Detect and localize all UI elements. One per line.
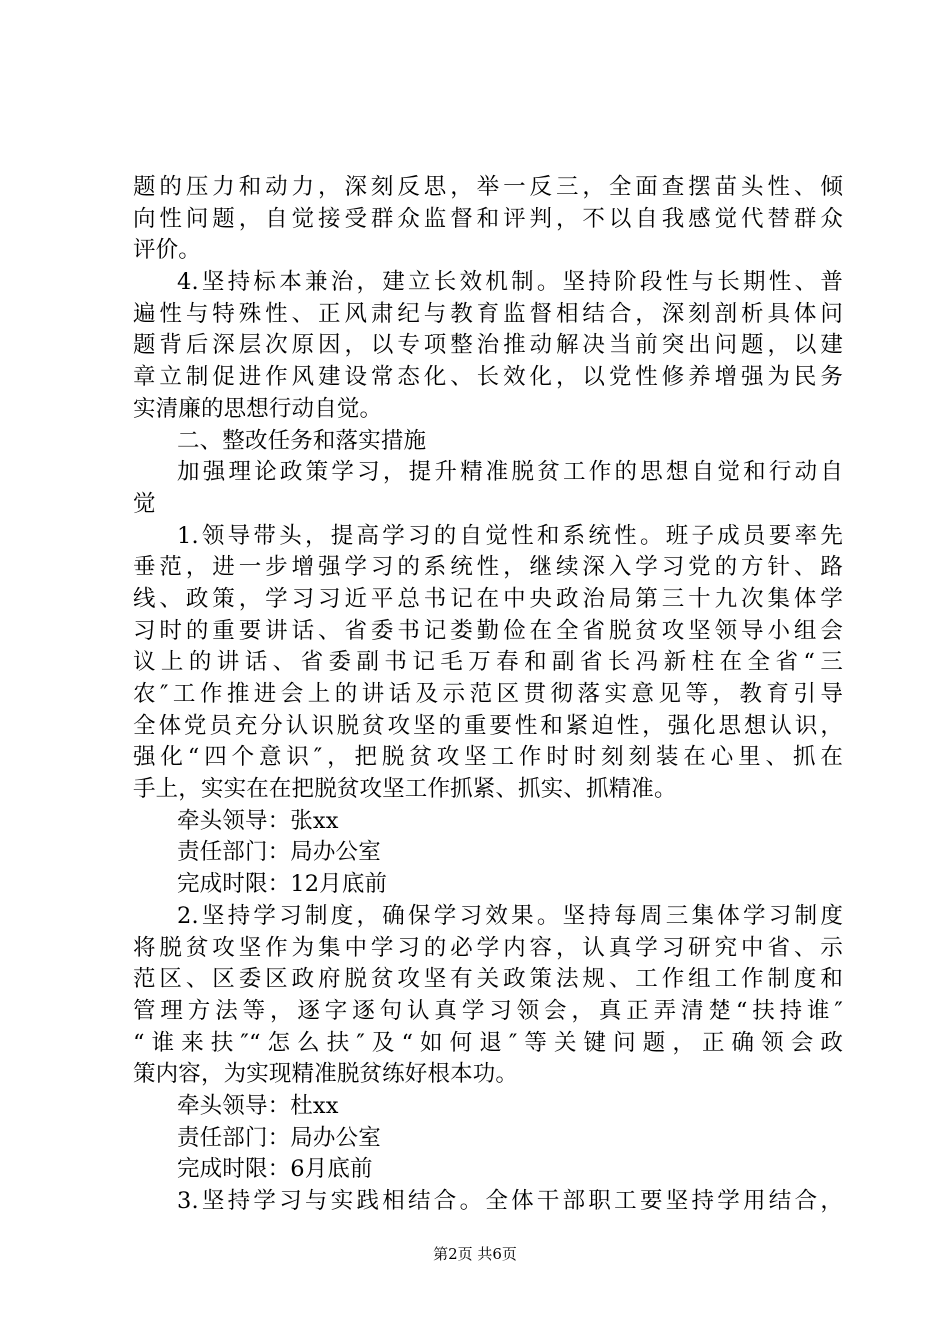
text-line: 觉 <box>133 490 156 517</box>
lead-leader: 牵头领导：杜xx <box>177 1092 339 1119</box>
text-line: 农″工作推进会上的讲话及示范区贯彻落实意见等，教育引导 <box>133 681 843 707</box>
text-line: 线、政策，学习习近平总书记在中央政治局第三十九次集体学 <box>133 585 843 612</box>
text-line: 范区、区委区政府脱贫攻坚有关政策法规、工作组工作制度和 <box>133 966 843 993</box>
deadline: 完成时限：12月底前 <box>177 871 388 898</box>
text-line: 垂范，进一步增强学习的系统性，继续深入学习党的方针、路 <box>133 554 843 581</box>
responsible-department: 责任部门：局办公室 <box>177 1124 381 1151</box>
text-line: 题的压力和动力，深刻反思，举一反三，全面查摆苗头性、倾 <box>133 174 843 200</box>
text-line: 全体党员充分认识脱贫攻坚的重要性和紧迫性，强化思想认识， <box>133 712 843 739</box>
text-line: 评价。 <box>133 237 201 264</box>
text-line: 强化“四个意识″，把脱贫攻坚工作时时刻刻装在心里、抓在 <box>133 744 843 771</box>
paragraph-heading-2: 2.坚持学习制度，确保学习效果。坚持每周三集体学习制度 <box>177 902 843 929</box>
text-line: 策内容，为实现精准脱贫练好根本功。 <box>133 1061 519 1088</box>
deadline: 完成时限：6月底前 <box>177 1156 373 1183</box>
section-heading: 二、整改任务和落实措施 <box>177 427 427 454</box>
text-line: 章立制促进作风建设常态化、长效化，以党性修养增强为民务 <box>133 364 843 391</box>
responsible-department: 责任部门：局办公室 <box>177 839 381 866</box>
lead-leader: 牵头领导：张xx <box>177 807 339 834</box>
text-line: 题背后深层次原因，以专项整治推动解决当前突出问题，以建 <box>133 332 843 359</box>
paragraph-heading-1: 1.领导带头，提高学习的自觉性和系统性。班子成员要率先 <box>177 522 843 549</box>
text-line: 议上的讲话、省委副书记毛万春和副省长冯新柱在全省“三 <box>133 649 843 676</box>
text-line: 将脱贫攻坚作为集中学习的必学内容，认真学习研究中省、示 <box>133 934 843 961</box>
text-line: 实清廉的思想行动自觉。 <box>133 395 383 422</box>
text-line: 管理方法等，逐字逐句认真学习领会，真正弄清楚“扶持谁″ <box>133 997 843 1024</box>
text-line: 习时的重要讲话、省委书记娄勤俭在全省脱贫攻坚领导小组会 <box>133 617 843 644</box>
page-number-footer: 第2页 共6页 <box>433 1245 517 1263</box>
text-line: 手上，实实在在把脱贫攻坚工作抓紧、抓实、抓精准。 <box>133 776 677 803</box>
text-line: 遍性与特殊性、正风肃纪与教育监督相结合，深刻剖析具体问 <box>133 300 843 327</box>
paragraph-heading-3: 3.坚持学习与实践相结合。全体干部职工要坚持学用结合， <box>177 1188 843 1214</box>
document-body <box>133 172 843 1218</box>
text-line: “谁来扶″“怎么扶″及“如何退″等关键问题，正确领会政 <box>133 1029 843 1056</box>
subsection-heading: 加强理论政策学习，提升精准脱贫工作的思想自觉和行动自 <box>177 459 843 486</box>
text-line: 向性问题，自觉接受群众监督和评判，不以自我感觉代替群众 <box>133 205 843 232</box>
paragraph-heading-4: 4.坚持标本兼治，建立长效机制。坚持阶段性与长期性、普 <box>177 269 843 296</box>
